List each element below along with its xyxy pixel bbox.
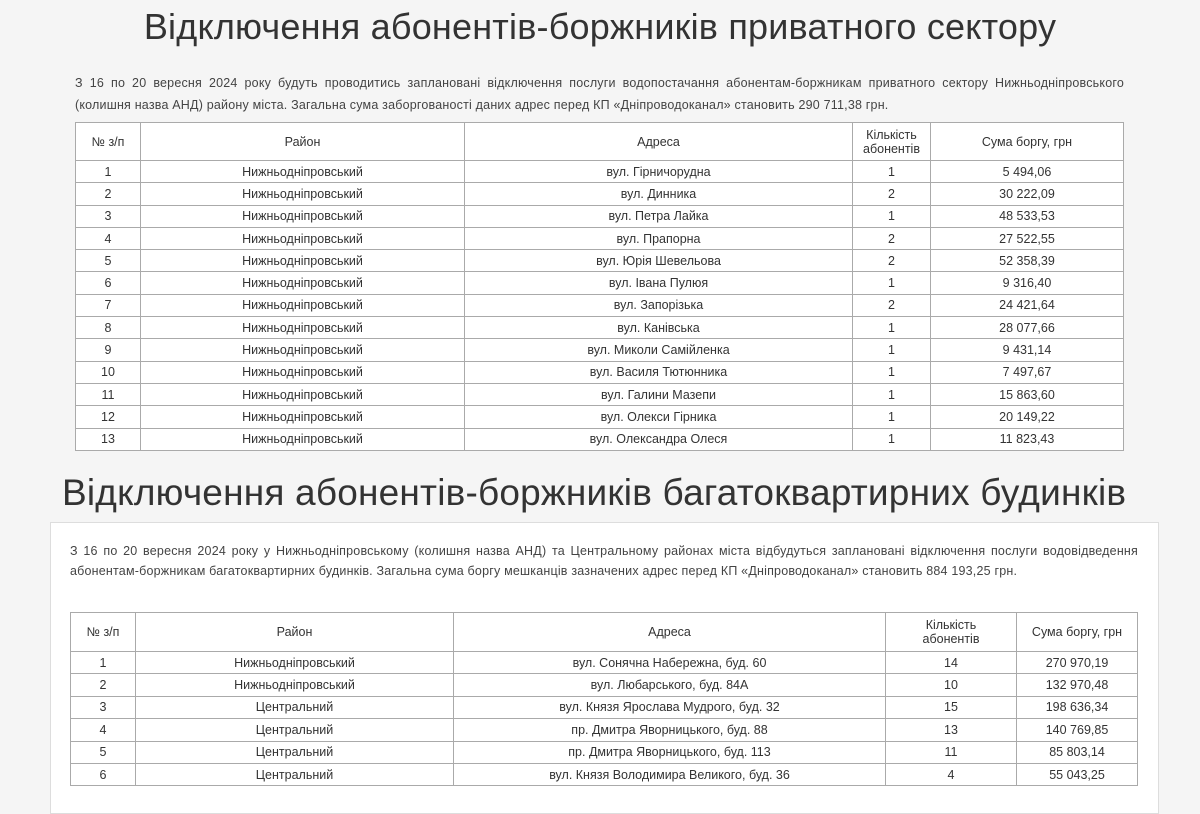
cell-district: Нижньодніпровський (141, 205, 465, 227)
cell-address: вул. Сонячна Набережна, буд. 60 (454, 652, 886, 674)
cell-address: вул. Василя Тютюнника (465, 361, 853, 383)
table-row (76, 272, 1124, 294)
table-row (71, 696, 1138, 718)
cell-subscriber-count: 1 (853, 205, 931, 227)
cell-debt-amount: 85 803,14 (1017, 741, 1138, 763)
cell-district: Нижньодніпровський (141, 161, 465, 183)
cell-row-number: 2 (71, 674, 136, 696)
cell-debt-amount: 270 970,19 (1017, 652, 1138, 674)
cell-subscriber-count: 1 (853, 383, 931, 405)
cell-address: вул. Олександра Олеся (465, 428, 853, 450)
table-row (76, 205, 1124, 227)
cell-row-number: 3 (71, 696, 136, 718)
table-row (76, 361, 1124, 383)
cell-row-number: 2 (76, 183, 141, 205)
table-row (76, 294, 1124, 316)
section2-intro: З 16 по 20 вересня 2024 року у Нижньодніпровському (колишня назва АНД) та Центральному районах міста відбудуться заплановані відключення послуги водовідведення абонентам-боржникам багатоквартирних будинків. Загальна сума боргу мешканців зазначених адрес перед КП «Дніпроводоканал» становить 884 193,25 грн. (70, 544, 1138, 578)
cell-subscriber-count: 1 (853, 428, 931, 450)
cell-debt-amount: 9 316,40 (930, 272, 1123, 294)
column-header-debt-amount: Сума боргу, грн (1017, 613, 1138, 652)
cell-subscriber-count: 2 (853, 183, 931, 205)
table-row (76, 406, 1124, 428)
cell-row-number: 3 (76, 205, 141, 227)
column-header-debt-amount: Сума боргу, грн (930, 123, 1123, 161)
cell-address: пр. Дмитра Яворницького, буд. 88 (454, 719, 886, 741)
table-row (71, 652, 1138, 674)
cell-row-number: 6 (76, 272, 141, 294)
cell-subscriber-count: 2 (853, 294, 931, 316)
cell-debt-amount: 7 497,67 (930, 361, 1123, 383)
cell-subscriber-count: 13 (886, 719, 1017, 741)
cell-debt-amount: 28 077,66 (930, 317, 1123, 339)
cell-address: вул. Петра Лайка (465, 205, 853, 227)
section1-intro: З 16 по 20 вересня 2024 року будуть проводитись заплановані відключення послуги водопостачання абонентам-боржникам приватного сектору Нижньодніпровського (колишня назва АНД) району міста. Загальна сума заборгованості даних адрес перед КП «Дніпроводоканал» становить 290 711,38 грн. (75, 76, 1124, 112)
cell-subscriber-count: 1 (853, 339, 931, 361)
cell-address: вул. Миколи Самійленка (465, 339, 853, 361)
cell-row-number: 5 (76, 250, 141, 272)
table-row (76, 161, 1124, 183)
cell-debt-amount: 52 358,39 (930, 250, 1123, 272)
cell-district: Нижньодніпровський (141, 428, 465, 450)
cell-district: Нижньодніпровський (141, 227, 465, 249)
cell-district: Центральний (136, 763, 454, 785)
cell-row-number: 4 (76, 227, 141, 249)
cell-row-number: 10 (76, 361, 141, 383)
table-row (76, 183, 1124, 205)
cell-address: вул. Любарського, буд. 84А (454, 674, 886, 696)
cell-row-number: 12 (76, 406, 141, 428)
column-header-subscriber-count: Кількість абонентів (886, 613, 1017, 652)
column-header-row-number: № з/п (76, 123, 141, 161)
cell-subscriber-count: 2 (853, 227, 931, 249)
cell-address: пр. Дмитра Яворницького, буд. 113 (454, 741, 886, 763)
cell-subscriber-count: 2 (853, 250, 931, 272)
cell-debt-amount: 198 636,34 (1017, 696, 1138, 718)
cell-address: вул. Івана Пулюя (465, 272, 853, 294)
cell-district: Нижньодніпровський (141, 361, 465, 383)
cell-address: вул. Князя Ярослава Мудрого, буд. 32 (454, 696, 886, 718)
cell-district: Нижньодніпровський (141, 272, 465, 294)
column-header-district: Район (141, 123, 465, 161)
cell-district: Нижньодніпровський (141, 317, 465, 339)
table-row (76, 250, 1124, 272)
table-header-row (71, 613, 1138, 652)
cell-debt-amount: 140 769,85 (1017, 719, 1138, 741)
table-row (76, 227, 1124, 249)
cell-row-number: 1 (76, 161, 141, 183)
cell-district: Нижньодніпровський (136, 652, 454, 674)
cell-subscriber-count: 14 (886, 652, 1017, 674)
column-header-address: Адреса (465, 123, 853, 161)
column-header-address: Адреса (454, 613, 886, 652)
cell-debt-amount: 55 043,25 (1017, 763, 1138, 785)
cell-debt-amount: 48 533,53 (930, 205, 1123, 227)
cell-district: Нижньодніпровський (141, 406, 465, 428)
cell-address: вул. Прапорна (465, 227, 853, 249)
cell-district: Нижньодніпровський (141, 183, 465, 205)
cell-row-number: 8 (76, 317, 141, 339)
section2-title: Відключення абонентів-боржників багатоквартирних будинків (62, 472, 1127, 513)
cell-row-number: 6 (71, 763, 136, 785)
cell-subscriber-count: 4 (886, 763, 1017, 785)
cell-subscriber-count: 1 (853, 406, 931, 428)
cell-district: Нижньодніпровський (136, 674, 454, 696)
cell-address: вул. Запорізька (465, 294, 853, 316)
cell-district: Центральний (136, 741, 454, 763)
cell-address: вул. Канівська (465, 317, 853, 339)
table-row (71, 741, 1138, 763)
cell-debt-amount: 20 149,22 (930, 406, 1123, 428)
cell-address: вул. Галини Мазепи (465, 383, 853, 405)
cell-subscriber-count: 1 (853, 161, 931, 183)
cell-debt-amount: 132 970,48 (1017, 674, 1138, 696)
cell-address: вул. Олекси Гірника (465, 406, 853, 428)
cell-district: Нижньодніпровський (141, 339, 465, 361)
cell-address: вул. Юрія Шевельова (465, 250, 853, 272)
table-header-row (76, 123, 1124, 161)
cell-subscriber-count: 1 (853, 317, 931, 339)
table-row (76, 428, 1124, 450)
table-row (76, 317, 1124, 339)
cell-subscriber-count: 11 (886, 741, 1017, 763)
table-row (71, 674, 1138, 696)
cell-subscriber-count: 10 (886, 674, 1017, 696)
cell-debt-amount: 24 421,64 (930, 294, 1123, 316)
cell-row-number: 11 (76, 383, 141, 405)
private-sector-debtors-table (75, 122, 1124, 451)
cell-row-number: 7 (76, 294, 141, 316)
cell-district: Центральний (136, 696, 454, 718)
cell-debt-amount: 11 823,43 (930, 428, 1123, 450)
apartment-debtors-table (70, 612, 1138, 786)
cell-row-number: 13 (76, 428, 141, 450)
cell-subscriber-count: 1 (853, 272, 931, 294)
table-row (76, 339, 1124, 361)
cell-address: вул. Динника (465, 183, 853, 205)
column-header-subscriber-count: Кількість абонентів (853, 123, 931, 161)
cell-debt-amount: 27 522,55 (930, 227, 1123, 249)
section1-title: Відключення абонентів-боржників приватного сектору (143, 6, 1057, 47)
cell-district: Центральний (136, 719, 454, 741)
cell-debt-amount: 15 863,60 (930, 383, 1123, 405)
table-row (71, 719, 1138, 741)
cell-subscriber-count: 1 (853, 361, 931, 383)
cell-row-number: 4 (71, 719, 136, 741)
cell-district: Нижньодніпровський (141, 250, 465, 272)
cell-address: вул. Гірничорудна (465, 161, 853, 183)
table-row (76, 383, 1124, 405)
cell-district: Нижньодніпровський (141, 294, 465, 316)
cell-debt-amount: 30 222,09 (930, 183, 1123, 205)
cell-debt-amount: 5 494,06 (930, 161, 1123, 183)
cell-debt-amount: 9 431,14 (930, 339, 1123, 361)
cell-address: вул. Князя Володимира Великого, буд. 36 (454, 763, 886, 785)
cell-subscriber-count: 15 (886, 696, 1017, 718)
table-row (71, 763, 1138, 785)
column-header-district: Район (136, 613, 454, 652)
cell-district: Нижньодніпровський (141, 383, 465, 405)
cell-row-number: 1 (71, 652, 136, 674)
cell-row-number: 9 (76, 339, 141, 361)
cell-row-number: 5 (71, 741, 136, 763)
column-header-row-number: № з/п (71, 613, 136, 652)
